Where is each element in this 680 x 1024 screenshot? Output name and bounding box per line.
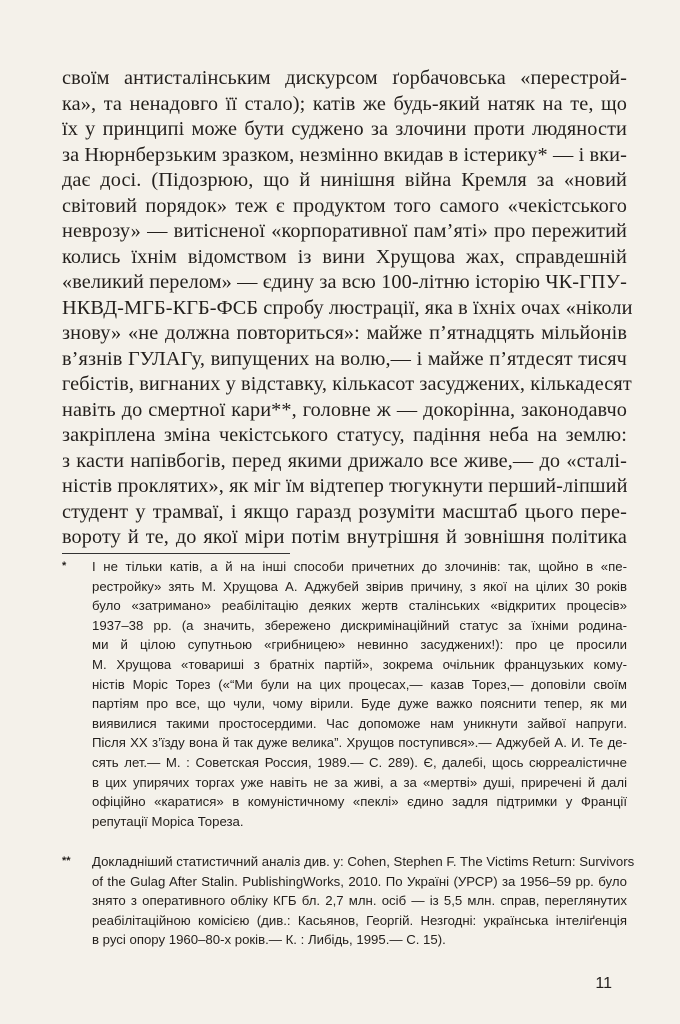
footnote-line: сять лет.— М. : Советская Россия, 1989.— С. 289). Є, далебі, щось сюрреалістичне	[92, 754, 627, 770]
footnote-line: в русі опору 1960–80-х років.— К. : Либідь, 1995.— С. 15).	[92, 932, 446, 948]
footnote-divider	[62, 553, 290, 554]
body-line: студент у трамваї, і якщо гаразд розуміти масштаб цього пере-	[62, 500, 627, 523]
footnote-line: знято з оперативного обліку КГБ бл. 2,7 млн. осіб — із 5,5 млн. справ, переглянутих	[92, 893, 627, 909]
footnote-2	[62, 852, 635, 950]
body-line: їх у принципі може бути суджено за злочини проти людяности	[62, 118, 627, 140]
body-line: в’язнів ГУЛАГу, випущених на волю,— і майже п’ятдесят тисяч	[62, 347, 627, 370]
body-line: ка», та ненадовго її стало); катів же будь-який натяк на те, що	[62, 92, 627, 115]
footnote-line: рестройку» зять М. Хрущова А. Аджубей звірив причину, з якої на цілих 30 років	[92, 578, 627, 594]
body-line: закріплена зміна чекістського статусу, падіння неба на землю:	[62, 424, 627, 446]
footnote-line: Докладніший статистичний аналіз див. у: Cohen, Stephen F. The Victims Return: Survivors	[92, 854, 635, 869]
body-line: з касти напівбогів, перед якими дрижало все живе,— до «сталі-	[62, 449, 627, 472]
body-line: «великий перелом» — єдину за всю 100-літню історію ЧК-ГПУ-	[62, 271, 627, 293]
footnote-line: 1937–38 рр. (а значить, збережено дискримінаційний статус за їхніми родина-	[92, 617, 627, 633]
body-line: за Нюрнберзьким зразком, незмінно вкидав в істерику* — і вки-	[62, 143, 627, 166]
footnote-line: Після ХХ з’їзду вона й так дуже велика”. Хрущов поступився».— Аджубей А. И. Те де-	[92, 735, 627, 751]
footnote-line: офіційно «каратися» в комуністичному «пеклі» єдино задля підтримки у Франції	[92, 794, 627, 810]
footnote-line: М. Хрущова «товариші з братніх партій», зокрема очільник французьких кому-	[92, 656, 627, 672]
footnote-line: ністів Моріс Торез («“Ми були на цих процесах,— казав Торез,— доповіли своїм	[92, 676, 627, 692]
body-line: НКВД-МГБ-КГБ-ФСБ спробу люстрації, яка в їхніх очах «ніколи	[62, 296, 633, 319]
body-line: своїм антисталінським дискурсом ґорбачовська «перестрой-	[62, 67, 627, 89]
body-line: вороту й те, до якої міри потім внутрішня й зовнішня політика	[62, 526, 627, 548]
body-line: дає досі. (Підозрюю, що й нинішня війна Кремля за «новий	[62, 169, 627, 191]
footnote-line: ми й цілою супутньою «грибницею» невинно засуджених!): про це просили	[92, 637, 627, 653]
footnote-line: виявилися такими простосердими. Час допоможе нам уникнути зайвої напруги.	[92, 715, 627, 731]
body-line: світовий порядок» теж є продуктом того самого «чекістського	[62, 194, 627, 217]
body-line: ністів проклятих», як міг їм відтепер тюгукнути перший-ліпший	[62, 475, 628, 497]
footnote-2-mark: **	[62, 855, 71, 867]
footnote-line: в цих упирячих торгах уже навіть не за живі, а за «мертві» душі, приречені й далі	[92, 774, 627, 790]
body-line: навіть до смертної кари**, головне ж — докорінна, законодавчо	[62, 398, 627, 421]
footnote-line: репутації Моріса Тореза.	[92, 813, 244, 829]
body-line: колись їхнім відомством із вини Хрущова жах, справдешній	[62, 245, 627, 268]
footnote-line: партіям про все, що чули, чому вірили. Буде дуже важко пояснити тепер, як ми	[92, 696, 627, 712]
body-text	[62, 66, 633, 551]
footnote-line: реабілітаційною комісією (див.: Касьянов, Георгій. Незгодні: українська інтеліґенція	[92, 912, 627, 928]
footnote-1-mark: *	[62, 560, 67, 572]
footnote-line: І не тільки катів, а й на інші способи причетних до злочинів: так, щойно в «пе-	[92, 559, 627, 574]
body-line: знову» «не должна повториться»: майже п’ятнадцять мільйонів	[62, 322, 627, 344]
footnote-line: of the Gulag After Stalin. PublishingWorks, 2010. По Україні (УРСР) за 1956–59 рр. було	[92, 873, 627, 889]
body-line: гебістів, вигнаних у відставку, кількасот засуджених, кількадесят	[62, 373, 632, 395]
page-number: 11	[595, 975, 612, 992]
footnote-1	[62, 557, 627, 831]
footnote-line: було «затримано» реабілітацію деяких жертв сталінських «відкритих процесів»	[92, 598, 627, 614]
body-line: неврозу» — витісненої «корпоративної пам’яті» про пережитий	[62, 220, 627, 242]
